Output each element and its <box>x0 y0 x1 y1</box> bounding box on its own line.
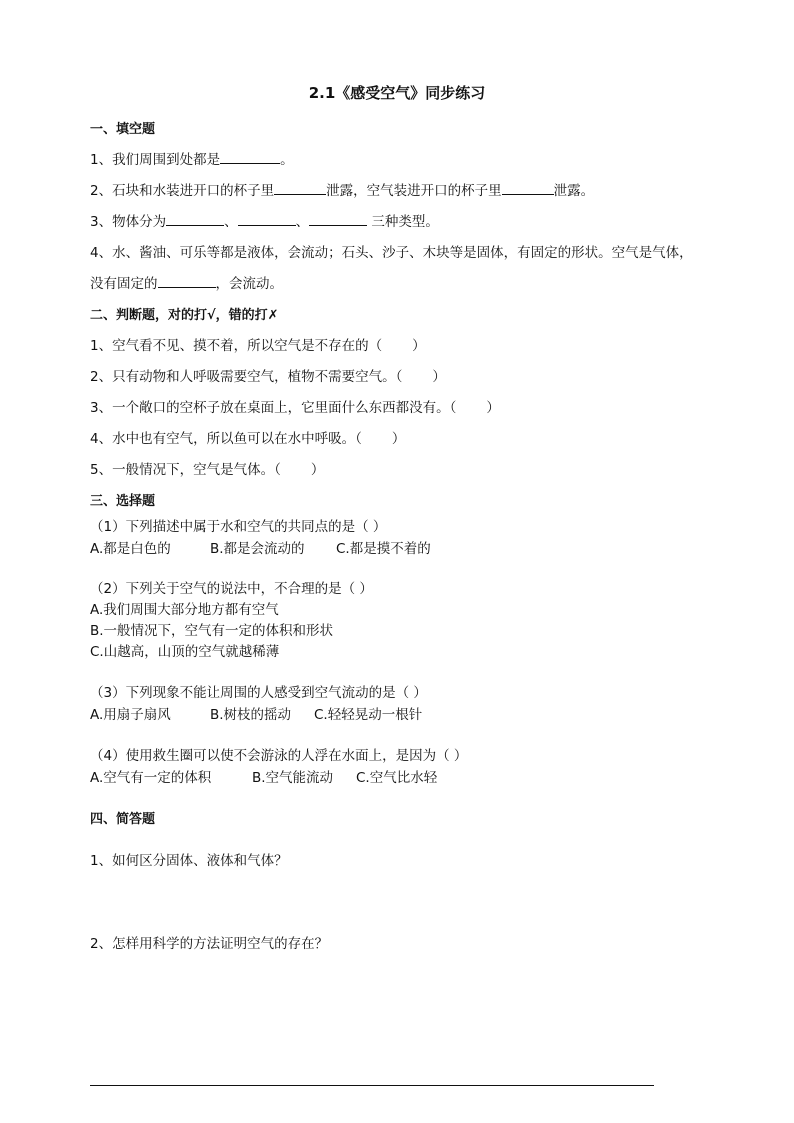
choice-stem: （3）下列现象不能让周围的人感受到空气流动的是（ ） <box>90 685 427 701</box>
choice-option[interactable]: A.我们周围大部分地方都有空气 <box>90 602 279 618</box>
choice-stem: （2）下列关于空气的说法中，不合理的是（ ） <box>90 581 373 597</box>
page-title: 2.1《感受空气》同步练习 <box>308 84 486 102</box>
choice-option[interactable]: B.都是会流动的 <box>210 541 305 557</box>
answer-blank[interactable] <box>502 180 554 195</box>
section-heading-choice: 三、选择题 <box>90 494 156 509</box>
fill-q4-text-a: 没有固定的 <box>90 276 158 292</box>
section-heading-fill: 一、填空题 <box>90 122 156 137</box>
fill-q3-text-d: 三种类型。 <box>367 214 439 230</box>
answer-blank[interactable] <box>166 211 224 226</box>
fill-q3-sep-2: 、 <box>295 214 310 230</box>
fill-question-2 <box>90 179 594 199</box>
fill-q1-end: 。 <box>280 152 294 168</box>
fill-q4-text-b: ，会流动。 <box>215 276 283 292</box>
choice-option[interactable]: B.空气能流动 <box>252 770 334 786</box>
fill-question-4-line-1: 4、水、酱油、可乐等都是液体，会流动；石头、沙子、木块等是固体，有固定的形状。空气是气体， <box>90 245 693 261</box>
section-heading-judge: 二、判断题，对的打√，错的打✗ <box>90 308 279 323</box>
answer-blank[interactable] <box>309 211 367 226</box>
fill-q1-text: 1、我们周围到处都是 <box>90 152 221 168</box>
fill-q2-text-b: 泄露，空气装进开口的杯子里 <box>326 183 502 199</box>
fill-q2-text-a: 2、石块和水装进开口的杯子里 <box>90 183 275 199</box>
judge-item <box>90 427 405 447</box>
answer-blank[interactable] <box>274 180 326 195</box>
judge-close: ） <box>486 400 500 416</box>
judge-close: ） <box>412 338 426 354</box>
judge-item <box>90 458 324 478</box>
choice-stem: （1）下列描述中属于水和空气的共同点的是（ ） <box>90 519 387 535</box>
judge-text: 5、一般情况下，空气是气体。（ <box>90 462 281 478</box>
judge-item <box>90 396 500 416</box>
choice-option[interactable]: B.一般情况下，空气有一定的体积和形状 <box>90 623 334 639</box>
fill-q2-text-c: 泄露。 <box>553 183 595 199</box>
judge-close: ） <box>310 462 325 478</box>
judge-text: 2、只有动物和人呼吸需要空气，植物不需要空气。（ <box>90 369 403 385</box>
fill-question-3 <box>90 210 439 230</box>
judge-close: ） <box>432 369 446 385</box>
answer-blank[interactable] <box>220 149 280 164</box>
judge-text: 1、空气看不见、摸不着，所以空气是不存在的（ <box>90 338 383 354</box>
judge-item <box>90 334 426 354</box>
short-answer-question-1: 1、如何区分固体、液体和气体？ <box>90 853 288 869</box>
fill-question-4-line-2 <box>90 272 283 292</box>
answer-blank[interactable] <box>158 273 216 288</box>
choice-option[interactable]: B.树枝的摇动 <box>210 707 292 723</box>
footer-divider <box>90 1085 654 1086</box>
judge-close: ） <box>391 431 406 447</box>
short-answer-question-2: 2、怎样用科学的方法证明空气的存在？ <box>90 936 329 952</box>
choice-option[interactable]: A.空气有一定的体积 <box>90 770 212 786</box>
choice-option[interactable]: C.轻轻晃动一根针 <box>314 707 423 723</box>
fill-q3-text-a: 3、物体分为 <box>90 214 167 230</box>
choice-option[interactable]: A.用扇子扇风 <box>90 707 171 723</box>
fill-question-1 <box>90 148 294 168</box>
judge-text: 4、水中也有空气，所以鱼可以在水中呼吸。（ <box>90 431 362 447</box>
choice-option[interactable]: C.空气比水轻 <box>356 770 438 786</box>
answer-blank[interactable] <box>238 211 296 226</box>
section-heading-short: 四、简答题 <box>90 812 156 827</box>
judge-item <box>90 365 446 385</box>
fill-q3-sep-1: 、 <box>224 214 238 230</box>
choice-option[interactable]: C.山越高，山顶的空气就越稀薄 <box>90 644 280 660</box>
choice-option[interactable]: C.都是摸不着的 <box>336 541 431 557</box>
judge-text: 3、一个敞口的空杯子放在桌面上，它里面什么东西都没有。（ <box>90 400 457 416</box>
choice-stem: （4）使用救生圈可以使不会游泳的人浮在水面上，是因为（ ） <box>90 748 468 764</box>
choice-option[interactable]: A.都是白色的 <box>90 541 171 557</box>
